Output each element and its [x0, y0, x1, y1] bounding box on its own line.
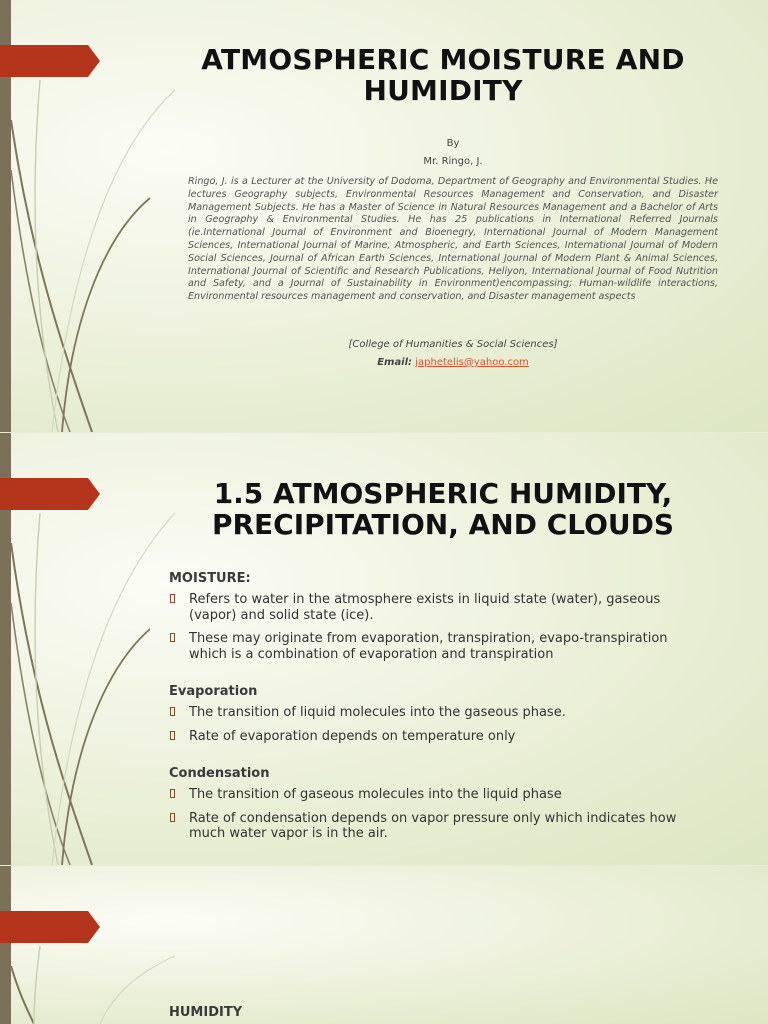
author-name: Mr. Ringo, J. [423, 156, 483, 167]
decorative-curves [0, 866, 200, 1024]
section-heading-humidity: HUMIDITY [169, 1005, 243, 1020]
slide-title: ATMOSPHERIC MOISTURE AND HUMIDITY [201, 43, 685, 108]
list-item: The transition of liquid molecules into the gaseous phase. [169, 705, 709, 721]
list-item: Rate of condensation depends on vapor pressure only which indicates how much water vapor is in the air. [169, 811, 709, 842]
slide-content [169, 571, 709, 850]
section-heading-condensation: Condensation [169, 766, 270, 781]
college-name: [College of Humanities & Social Sciences] [348, 339, 558, 350]
slide-1 [0, 0, 768, 432]
email-line [188, 357, 718, 368]
accent-tab [0, 911, 100, 943]
slide-title: 1.5 ATMOSPHERIC HUMIDITY, PRECIPITATION, AND CLOUDS [211, 477, 675, 542]
slide-3 [0, 866, 768, 1024]
list-item: The transition of gaseous molecules into the liquid phase [169, 787, 709, 803]
section-heading-evaporation: Evaporation [169, 684, 258, 699]
accent-tab [0, 478, 100, 510]
list-item: These may originate from evaporation, transpiration, evapo-transpiration which is a combination of evaporation and transpiration [169, 631, 709, 662]
email-label: Email: [377, 357, 413, 368]
by-line: By [446, 138, 460, 149]
accent-tab [0, 45, 100, 77]
bullet-list-evaporation [169, 705, 709, 744]
author-bio: Ringo, J. is a Lecturer at the University of Dodoma, Department of Geography and Environmental Studies. He lectures Geography subjects, Environmental Resources Management and Conservation, and Disaster Management Subjects. He has a Master of Science in Natural Resources Management and a Bachelor of Arts in Geography & Environmental Studies. He has 25 publications in International Referred Journals (ie.International Journal of Environment and Bioenegry, International Journal of Modern Management Sciences, International Journal of Marine, Atmospheric, and Earth Sciences, International Journal of Modern Social Sciences, Journal of African Earth Sciences, International Journal of Modern Plant & Animal Sciences, International Journal of Scientific and Research Publications, Heliyon, International Journal of Food Nutrition and Safety, and a Journal of Sustainability in Environment)encompassing; Human-wildlife interactions, Environmental resources management and conservation, and Disaster management aspects [188, 176, 718, 303]
bullet-list-condensation [169, 787, 709, 842]
slide-2 [0, 433, 768, 865]
email-link[interactable]: japhetelis@yahoo.com [415, 357, 529, 368]
list-item: Refers to water in the atmosphere exists in liquid state (water), gaseous (vapor) and solid state (ice). [169, 592, 709, 623]
list-item: Rate of evaporation depends on temperature only [169, 729, 709, 745]
bullet-list-moisture [169, 592, 709, 662]
section-heading-moisture: MOISTURE: [169, 571, 251, 586]
